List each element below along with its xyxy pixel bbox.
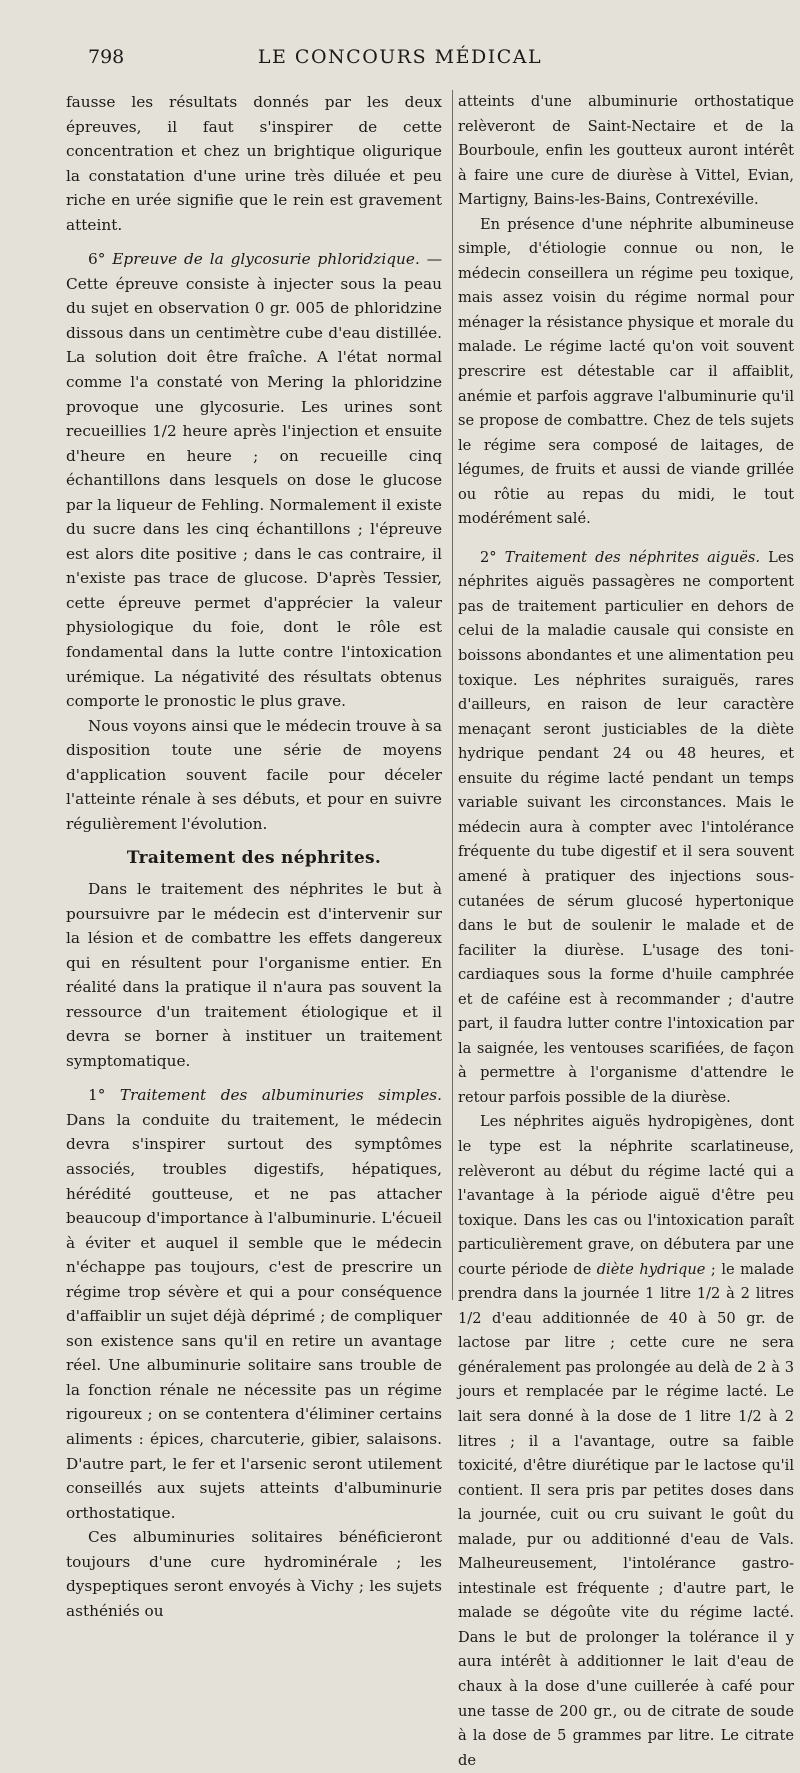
item-number: 6° <box>88 250 113 269</box>
paragraph: fausse les résultats donnés par les deux épreuves, il faut s'inspirer de cette concentration et chez un brightique oligurique la constatation d'une urine très diluée et peu riche en urée signifie que le rein est gravement atteint. <box>66 93 442 234</box>
item-heading: Epreuve de la glycosurie phloridzique. <box>112 250 420 269</box>
text-run: ; le malade prendra dans la journée 1 litre 1/2 à 2 litres 1/2 d'eau additionnée de 40 à 50 gr. de lactose par litre ; cette cure ne sera généralement pas prolongée au delà de 2 à 3 jours et remplacée par le régime lacté. Le lait sera donné à la dose de 1 litre 1/2 à 2 litres ; il a l'avantage, outre sa faible toxicité, d'être diurétique par le lactose qu'il contient. Il sera pris par petites doses dans la journée, cuit ou cru suivant le goût du malade, pur ou additionné d'eau de Vals. Malheureusement, l'intolérance gastro-intestinale est fréquente ; d'autre part, le malade se dégoûte vite du régime lacté. Dans le but de prolonger la tolérance il y aura intérêt à additionner le lait d'eau de chaux à la dose d'une cuillerée à café pour une tasse de 200 gr., ou de citrate de soude à la dose de 5 grammes par litre. Le citrate de <box>458 1260 795 1769</box>
right-column <box>458 90 794 1773</box>
paragraph-nephrites-aigues <box>458 546 794 1111</box>
column-divider <box>452 90 453 1300</box>
paragraph: atteints d'une albuminurie orthostatique relèveront de Saint-Nectaire et de la Bourboule, enfin les goutteux auront intérêt à faire une cure de diurèse à Vittel, Evian, Martigny, Bains-les-Bains, Contrexéville. <box>458 93 794 209</box>
item-heading: Traitement des néphrites aiguës. <box>504 548 761 566</box>
text-run: Les néphrites aiguës hydropigènes, dont le type est la néphrite scarlatineuse, relèveront au début du régime lacté qui a l'avantage à la période aiguë d'être peu toxique. Dans les cas ou l'intoxication paraît particulièrement grave, on débutera par une courte période de <box>458 1113 794 1278</box>
running-title: LE CONCOURS MÉDICAL <box>257 46 543 68</box>
paragraph: Dans le traitement des néphrites le but à poursuivre par le médecin est d'intervenir sur la lésion et de combattre les effets dangereux qui en résultent pour l'organisme entier. En réalité dans la pratique il n'aura pas souvent la ressource d'un traitement étiologique et il devra se borner à instituer un traitement symptomatique. <box>66 879 442 1070</box>
page-header <box>0 38 800 78</box>
left-column <box>66 90 442 1623</box>
emphasis: diète hydrique <box>596 1260 706 1278</box>
page-number: 798 <box>88 46 125 68</box>
item-heading: Traitement des albuminuries simples. <box>119 1086 442 1105</box>
paragraph-hydropigenes <box>458 1110 794 1773</box>
paragraph-glycosurie <box>66 247 442 713</box>
paragraph: Ces albuminuries solitaires bénéficieront toujours d'une cure hydrominérale ; les dyspeptiques seront envoyés à Vichy ; les sujets asthéniés ou <box>66 1528 442 1620</box>
section-title: Traitement des néphrites. <box>126 848 382 869</box>
spacer <box>458 532 794 546</box>
item-body: Dans la conduite du traitement, le médecin devra s'inspirer surtout des symptômes associés, troubles digestifs, hépatiques, hérédité goutteuse, et ne pas attacher beaucoup d'importance à l'albuminurie. L'écueil à éviter et auquel il semble que le médecin n'échappe pas toujours, c'est de prescrire un régime trop sévère et qui a pour conséquence d'affaiblir un sujet déjà déprimé ; de compliquer son existence sans qu'il en retire un avantage réel. Une albuminurie solitaire sans trouble de la fonction rénale ne nécessite pas un régime rigoureux ; on se contentera d'éliminer certains aliments : épices, charcuterie, gibier, salaisons. D'autre part, le fer et l'arsenic seront utilement conseillés aux sujets atteints d'albuminurie orthostatique. <box>66 1110 442 1522</box>
paragraph: En présence d'une néphrite albumineuse simple, d'étiologie connue ou non, le médecin conseillera un régime peu toxique, mais assez voisin du régime normal pour ménager la résistance physique et morale du malade. Le régime lacté qu'on voit souvent prescrire est détestable car il affaiblit, anémie et parfois aggrave l'albuminurie qu'il se propose de combattre. Chez de tels sujets le régime sera composé de laitages, de légumes, de fruits et aussi de viande grillée ou rôtie au repas du midi, le tout modérément salé. <box>458 215 794 528</box>
paragraph-albuminuries <box>66 1083 442 1525</box>
item-number: 2° <box>480 548 505 566</box>
item-number: 1° <box>88 1086 120 1105</box>
item-body: Les néphrites aiguës passagères ne comportent pas de traitement particulier en dehors de celui de la maladie causale qui consiste en boissons abondantes et une alimentation peu toxique. Les néphrites suraiguës, rares d'ailleurs, en raison de leur caractère menaçant seront justiciables de la diète hydrique pendant 24 ou 48 heures, et ensuite du régime lacté pendant un temps variable suivant les circonstances. Mais le médecin aura à compter avec l'intolérance fréquente du tube digestif et il sera souvent amené à pratiquer des injections sous-cutanées de sérum glucosé hypertonique dans le but de soulenir le malade et de faciliter la diurèse. L'usage des toni-cardiaques sous la forme d'huile camphrée et de caféine est à recommander ; d'autre part, il faudra lutter contre l'intoxication par la saignée, les ventouses scarifiées, de façon à permettre à l'organisme d'attendre le retour parfois possible de la diurèse. <box>458 548 794 1106</box>
paragraph: Nous voyons ainsi que le médecin trouve à sa disposition toute une série de moyens d'application souvent facile pour déceler l'atteinte rénale à ses débuts, et pour en suivre régulièrement l'évolution. <box>66 716 442 833</box>
item-body: — Cette épreuve consiste à injecter sous la peau du sujet en observation 0 gr. 005 de phloridzine dissous dans un centimètre cube d'eau distillée. La solution doit être fraîche. A l'état normal comme l'a constaté von Mering la phloridzine provoque une glycosurie. Les urines sont recueillies 1/2 heure après l'injection et ensuite d'heure en heure ; on recueille cinq échantillons dans lesquels on dose le glucose par la liqueur de Fehling. Normalement il existe du sucre dans les cinq échantillons ; l'épreuve est alors dite positive ; dans le cas contraire, il n'existe pas trace de glucose. D'après Tessier, cette épreuve permet d'apprécier la valeur physiologique du foie, dont le rôle est fondamental dans la lutte contre l'intoxication urémique. La négativité des résultats obtenus comporte le pronostic le plus grave. <box>66 250 442 711</box>
